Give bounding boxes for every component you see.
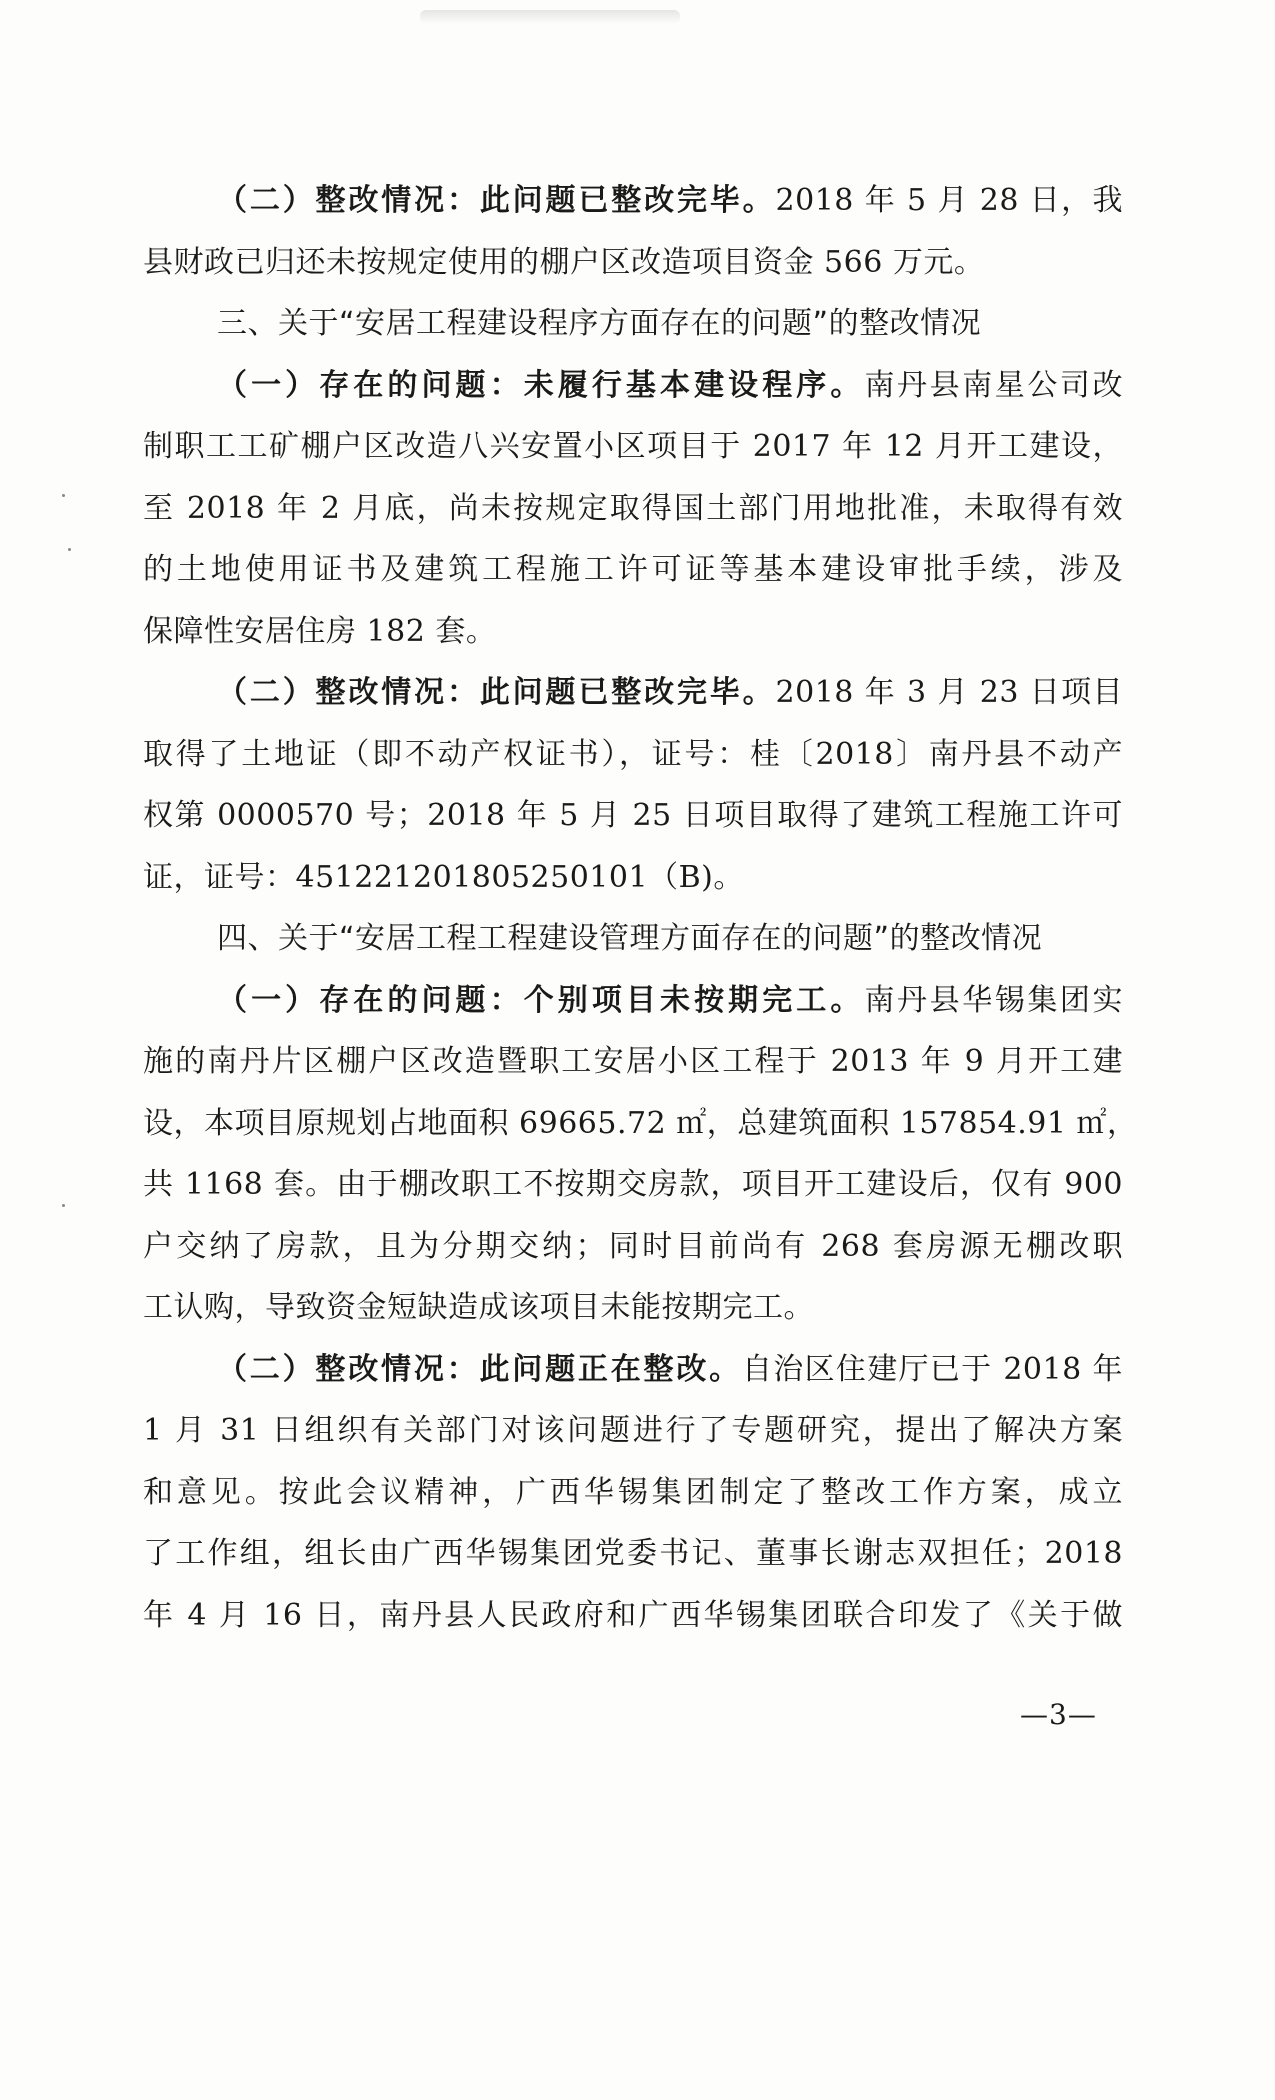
paragraph-line: 权第 0000570 号；2018 年 5 月 25 日项目取得了建筑工程施工许可 <box>143 798 1123 833</box>
paragraph-line: 1 月 31 日组织有关部门对该问题进行了专题研究，提出了解决方案 <box>143 1413 1123 1448</box>
paragraph-line: （一）存在的问题：个别项目未按期完工。南丹县华锡集团实 <box>217 982 1124 1018</box>
scan-speck <box>62 494 65 497</box>
paragraph-line: 共 1168 套。由于棚改职工不按期交房款，项目开工建设后，仅有 900 <box>143 1167 1123 1202</box>
section-heading: 四、关于“安居工程工程建设管理方面存在的问题”的整改情况 <box>217 921 1043 956</box>
subheading-lead: （一）存在的问题：个别项目未按期完工。 <box>217 982 865 1018</box>
paragraph-line: 和意见。按此会议精神，广西华锡集团制定了整改工作方案，成立 <box>143 1474 1123 1510</box>
paragraph-line: 设，本项目原规划占地面积 69665.72 ㎡，总建筑面积 157854.91 ㎡， <box>143 1105 1138 1141</box>
scan-speck <box>62 1204 65 1207</box>
paragraph-line: 制职工工矿棚户区改造八兴安置小区项目于 2017 年 12 月开工建设， <box>143 429 1123 464</box>
document-body <box>143 170 1138 1646</box>
section-heading: 三、关于“安居工程建设程序方面存在的问题”的整改情况 <box>217 306 982 341</box>
paragraph-line: 年 4 月 16 日，南丹县人民政府和广西华锡集团联合印发了《关于做 <box>143 1597 1123 1633</box>
subheading-lead: （一）存在的问题：未履行基本建设程序。 <box>217 367 865 403</box>
subheading-lead: （二）整改情况：此问题已整改完毕。 <box>217 675 776 710</box>
paragraph-line: 保障性安居住房 182 套。 <box>143 613 497 649</box>
paragraph-line: 县财政已归还未按规定使用的棚户区改造项目资金 566 万元。 <box>143 244 985 280</box>
subheading-lead: （二）整改情况：此问题正在整改。 <box>217 1351 742 1387</box>
page-number: —3— <box>1020 1698 1097 1731</box>
paragraph-line: 户交纳了房款，且为分期交纳；同时目前尚有 268 套房源无棚改职 <box>143 1228 1123 1264</box>
paragraph-line: 的土地使用证书及建筑工程施工许可证等基本建设审批手续，涉及 <box>143 552 1123 587</box>
scan-artifact <box>420 10 680 24</box>
paragraph-line: （一）存在的问题：未履行基本建设程序。南丹县南星公司改 <box>217 367 1124 403</box>
paragraph-line: 至 2018 年 2 月底，尚未按规定取得国土部门用地批准，未取得有效 <box>143 490 1123 526</box>
scan-speck <box>68 548 71 551</box>
paragraph-line: （二）整改情况：此问题正在整改。自治区住建厅已于 2018 年 <box>217 1351 1124 1387</box>
paragraph-line: 证，证号：451221201805250101（B)。 <box>143 859 744 895</box>
paragraph-line: 工认购，导致资金短缺造成该项目未能按期完工。 <box>143 1290 814 1325</box>
paragraph-line: 取得了土地证（即不动产权证书），证号：桂〔2018〕南丹县不动产 <box>143 736 1123 772</box>
paragraph-line: 施的南丹片区棚户区改造暨职工安居小区工程于 2013 年 9 月开工建 <box>143 1044 1123 1079</box>
paragraph-line: 了工作组，组长由广西华锡集团党委书记、董事长谢志双担任；2018 <box>143 1536 1123 1571</box>
paragraph-line: （二）整改情况：此问题已整改完毕。2018 年 3 月 23 日项目 <box>217 675 1124 710</box>
paragraph-line: （二）整改情况：此问题已整改完毕。2018 年 5 月 28 日，我 <box>217 183 1124 218</box>
subheading-lead: （二）整改情况：此问题已整改完毕。 <box>217 183 776 218</box>
